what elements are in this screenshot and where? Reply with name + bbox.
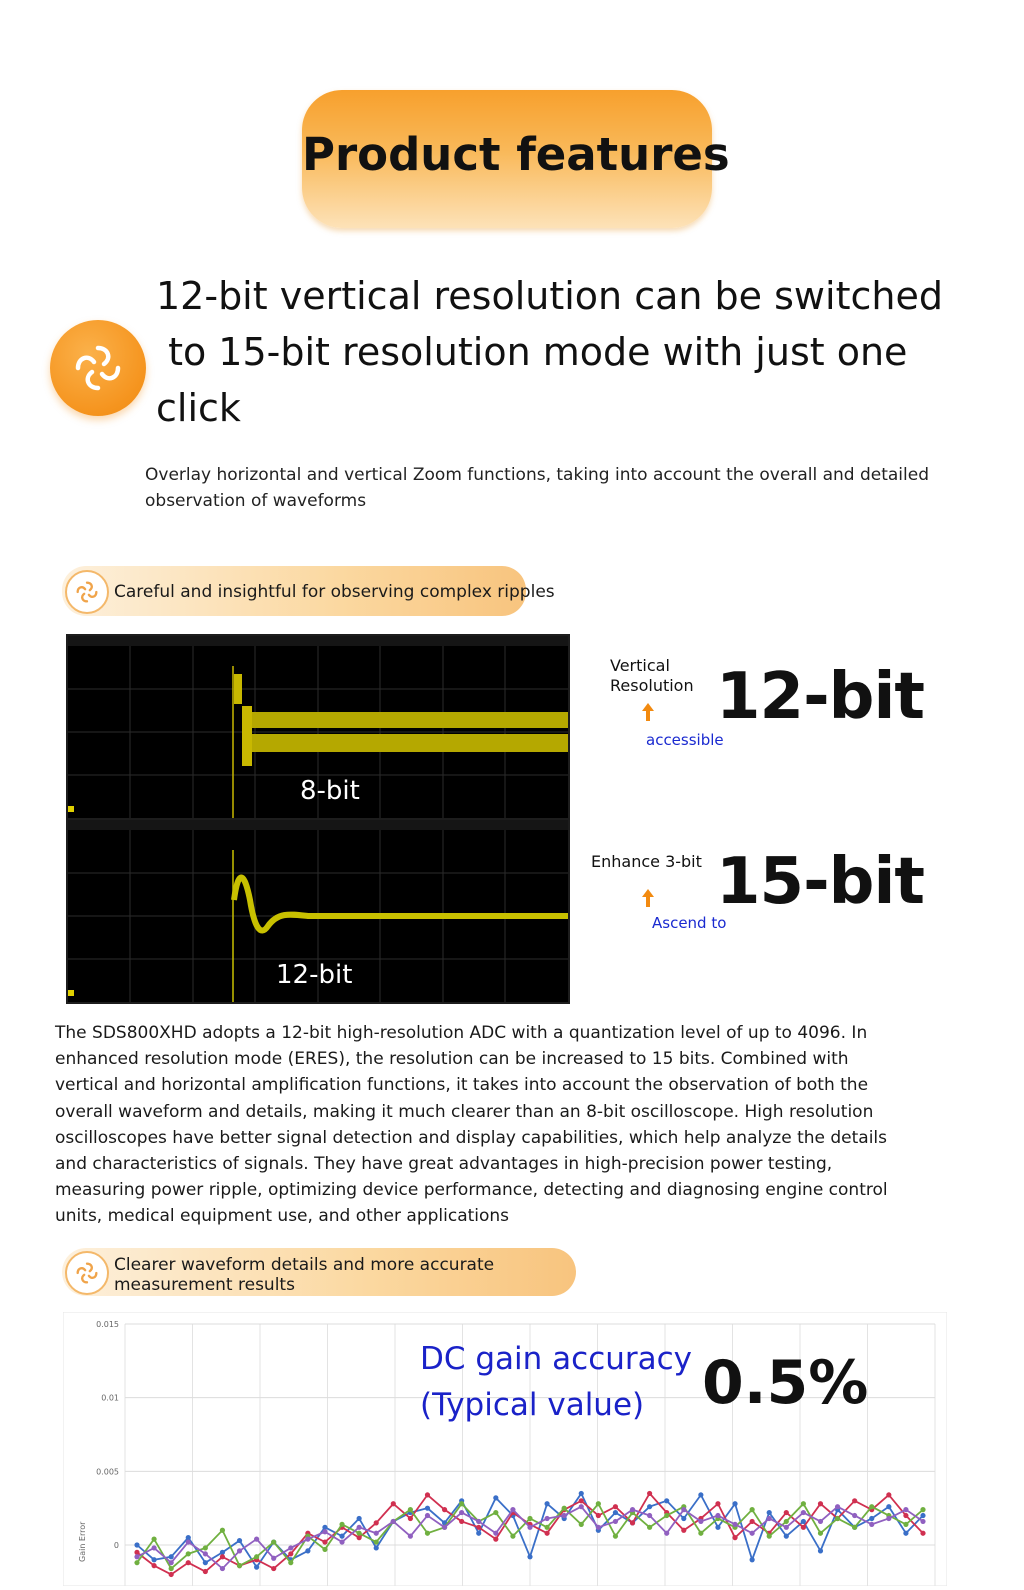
heading-line-1: 12-bit vertical resolution can be switched <box>156 274 943 318</box>
series-point-1 <box>886 1504 891 1509</box>
series-point-1 <box>664 1498 669 1503</box>
series-point-1 <box>425 1506 430 1511</box>
series-point-4 <box>391 1519 396 1524</box>
series-point-3 <box>220 1528 225 1533</box>
series-point-3 <box>374 1539 379 1544</box>
series-point-4 <box>357 1525 362 1530</box>
series-point-2 <box>596 1513 601 1518</box>
series-point-1 <box>750 1557 755 1562</box>
series-point-4 <box>630 1507 635 1512</box>
series-point-4 <box>271 1556 276 1561</box>
heading-line-2: to 15-bit resolution mode with just one <box>156 330 908 374</box>
series-point-4 <box>613 1519 618 1524</box>
series-point-4 <box>186 1539 191 1544</box>
series-point-3 <box>562 1506 567 1511</box>
scope-status-bar <box>68 636 568 646</box>
series-point-1 <box>527 1554 532 1559</box>
series-point-3 <box>254 1554 259 1559</box>
series-point-4 <box>579 1504 584 1509</box>
series-point-1 <box>254 1565 259 1570</box>
series-point-1 <box>818 1548 823 1553</box>
series-point-1 <box>613 1510 618 1515</box>
series-point-1 <box>357 1516 362 1521</box>
series-point-3 <box>767 1534 772 1539</box>
series-point-2 <box>271 1566 276 1571</box>
series-point-1 <box>681 1516 686 1521</box>
series-point-2 <box>852 1498 857 1503</box>
series-point-1 <box>305 1548 310 1553</box>
series-point-2 <box>630 1520 635 1525</box>
scope-label-8bit: 8-bit <box>300 776 360 806</box>
series-point-2 <box>750 1519 755 1524</box>
series-point-3 <box>510 1534 515 1539</box>
series-point-3 <box>322 1547 327 1552</box>
series-point-3 <box>835 1516 840 1521</box>
series-point-1 <box>476 1531 481 1536</box>
series-point-1 <box>579 1491 584 1496</box>
series-point-3 <box>664 1513 669 1518</box>
pinwheel-icon <box>50 320 146 416</box>
series-point-4 <box>767 1516 772 1521</box>
pinwheel-icon <box>65 1251 109 1295</box>
series-point-3 <box>203 1545 208 1550</box>
series-point-3 <box>903 1522 908 1527</box>
series-point-3 <box>357 1531 362 1536</box>
series-point-4 <box>305 1537 310 1542</box>
series-point-4 <box>459 1510 464 1515</box>
series-point-3 <box>186 1551 191 1556</box>
series-point-3 <box>818 1531 823 1536</box>
resolution-15bit: 15-bit <box>716 845 924 919</box>
series-point-2 <box>681 1528 686 1533</box>
series-point-3 <box>784 1519 789 1524</box>
annotation-vertical-label <box>610 656 694 696</box>
series-point-4 <box>237 1548 242 1553</box>
series-point-4 <box>374 1531 379 1536</box>
annotation-line-resolution: Resolution <box>610 676 694 695</box>
series-point-2 <box>374 1520 379 1525</box>
series-point-2 <box>818 1501 823 1506</box>
series-point-2 <box>151 1563 156 1568</box>
series-point-4 <box>544 1516 549 1521</box>
y-tick-label: 0.005 <box>96 1467 119 1477</box>
resolution-12bit: 12-bit <box>716 660 924 734</box>
feature-heading <box>156 268 986 436</box>
series-point-1 <box>339 1534 344 1539</box>
dc-gain-title <box>420 1336 710 1428</box>
dc-title-line-1: DC gain accuracy <box>420 1341 693 1377</box>
series-point-2 <box>732 1535 737 1540</box>
series-point-3 <box>271 1539 276 1544</box>
series-point-3 <box>459 1501 464 1506</box>
series-point-1 <box>237 1538 242 1543</box>
series-point-4 <box>750 1531 755 1536</box>
y-tick-label: 0.01 <box>101 1393 119 1403</box>
series-point-2 <box>613 1504 618 1509</box>
series-point-2 <box>357 1535 362 1540</box>
series-point-3 <box>169 1566 174 1571</box>
series-point-1 <box>698 1492 703 1497</box>
series-point-2 <box>391 1501 396 1506</box>
series-point-2 <box>425 1492 430 1497</box>
series-point-2 <box>459 1519 464 1524</box>
scope-label-12bit: 12-bit <box>276 960 353 990</box>
series-point-2 <box>903 1513 908 1518</box>
dc-title-line-2: (Typical value) <box>420 1387 645 1423</box>
arrow-up-icon <box>642 703 654 721</box>
series-point-4 <box>151 1545 156 1550</box>
series-point-4 <box>442 1525 447 1530</box>
series-point-3 <box>613 1534 618 1539</box>
series-point-1 <box>715 1525 720 1530</box>
series-point-4 <box>784 1525 789 1530</box>
series-point-4 <box>425 1513 430 1518</box>
series-point-2 <box>715 1501 720 1506</box>
series-point-4 <box>493 1531 498 1536</box>
page-title: Product features <box>302 128 730 181</box>
series-point-1 <box>186 1535 191 1540</box>
series-point-3 <box>647 1525 652 1530</box>
series-point-2 <box>920 1531 925 1536</box>
series-point-4 <box>869 1522 874 1527</box>
tag-line-1: Clearer waveform details and more accurate <box>114 1255 495 1275</box>
series-point-3 <box>920 1507 925 1512</box>
series-point-4 <box>886 1516 891 1521</box>
series-point-1 <box>767 1510 772 1515</box>
series-point-2 <box>203 1569 208 1574</box>
series-point-4 <box>920 1519 925 1524</box>
series-point-2 <box>408 1516 413 1521</box>
annotation-enhance-label: Enhance 3-bit <box>591 852 702 871</box>
series-point-3 <box>750 1507 755 1512</box>
series-point-4 <box>254 1537 259 1542</box>
series-point-1 <box>151 1557 156 1562</box>
series-point-4 <box>476 1519 481 1524</box>
series-point-1 <box>493 1495 498 1500</box>
series-point-4 <box>203 1551 208 1556</box>
arrow-up-icon <box>642 889 654 907</box>
series-point-3 <box>527 1516 532 1521</box>
series-point-3 <box>408 1507 413 1512</box>
series-point-2 <box>886 1492 891 1497</box>
series-point-3 <box>237 1563 242 1568</box>
series-point-2 <box>801 1525 806 1530</box>
series-point-4 <box>903 1507 908 1512</box>
series-point-2 <box>169 1572 174 1577</box>
series-point-4 <box>134 1554 139 1559</box>
heading-line-3: click <box>156 386 241 430</box>
series-point-2 <box>784 1510 789 1515</box>
series-point-4 <box>818 1519 823 1524</box>
series-point-2 <box>186 1560 191 1565</box>
series-point-1 <box>544 1501 549 1506</box>
series-point-1 <box>220 1550 225 1555</box>
series-point-1 <box>169 1554 174 1559</box>
series-point-2 <box>476 1525 481 1530</box>
series-point-4 <box>681 1507 686 1512</box>
series-point-4 <box>562 1513 567 1518</box>
series-point-4 <box>715 1513 720 1518</box>
pinwheel-icon <box>65 570 109 614</box>
scope-status-bar <box>68 820 568 830</box>
series-point-4 <box>852 1513 857 1518</box>
series-point-1 <box>134 1542 139 1547</box>
series-point-2 <box>322 1539 327 1544</box>
series-point-3 <box>801 1501 806 1506</box>
y-tick-label: 0 <box>113 1541 119 1550</box>
series-point-4 <box>339 1539 344 1544</box>
series-point-1 <box>784 1534 789 1539</box>
series-point-4 <box>288 1545 293 1550</box>
series-point-3 <box>596 1501 601 1506</box>
dc-gain-value: 0.5% <box>702 1348 869 1418</box>
series-point-2 <box>647 1491 652 1496</box>
series-point-1 <box>801 1519 806 1524</box>
series-point-3 <box>493 1510 498 1515</box>
series-point-1 <box>732 1501 737 1506</box>
series-point-4 <box>801 1510 806 1515</box>
series-point-2 <box>544 1531 549 1536</box>
series-point-3 <box>698 1531 703 1536</box>
series-point-4 <box>322 1529 327 1534</box>
series-point-4 <box>408 1534 413 1539</box>
series-point-2 <box>288 1551 293 1556</box>
section-tag-label <box>114 1255 574 1295</box>
section-tag-label: Careful and insightful for observing complex ripples <box>114 582 555 602</box>
series-point-2 <box>442 1507 447 1512</box>
series-point-1 <box>647 1504 652 1509</box>
series-point-4 <box>647 1513 652 1518</box>
series-point-3 <box>852 1525 857 1530</box>
annotation-accessible: accessible <box>646 731 724 749</box>
series-point-4 <box>732 1522 737 1527</box>
series-point-3 <box>288 1560 293 1565</box>
series-point-4 <box>527 1525 532 1530</box>
series-point-1 <box>920 1513 925 1518</box>
series-point-3 <box>151 1537 156 1542</box>
series-point-4 <box>698 1519 703 1524</box>
series-point-2 <box>493 1537 498 1542</box>
series-point-4 <box>664 1531 669 1536</box>
series-point-4 <box>596 1525 601 1530</box>
tag-line-2: measurement results <box>114 1275 295 1295</box>
series-point-1 <box>203 1560 208 1565</box>
series-point-3 <box>339 1522 344 1527</box>
series-point-1 <box>869 1516 874 1521</box>
series-point-2 <box>579 1498 584 1503</box>
y-tick-label: 0.015 <box>96 1320 119 1329</box>
series-point-4 <box>220 1566 225 1571</box>
series-point-3 <box>134 1560 139 1565</box>
series-point-1 <box>374 1545 379 1550</box>
feature-subtitle: Overlay horizontal and vertical Zoom functions, taking into account the overall and detailed observation of waveforms <box>145 465 930 511</box>
series-point-3 <box>869 1504 874 1509</box>
series-point-2 <box>220 1554 225 1559</box>
series-point-4 <box>169 1560 174 1565</box>
description-paragraph: The SDS800XHD adopts a 12-bit high-resolution ADC with a quantization level of up to 4096. In enhanced resolution mode (ERES), the resolution can be increased to 15 bits. Combined with vertical and horizontal amplification functions, it takes into account the observation of both the overall waveform and details, making it much clearer than an 8-bit oscilloscope. High resolution oscilloscopes have better signal detection and display capabilities, which help analyze the details and characteristics of signals. They have great advantages in high-precision power testing, measuring power ripple, optimizing device performance, detecting and diagnosing engine control units, medical equipment use, and other applications <box>55 1023 888 1227</box>
y-axis-label: Gain Error <box>78 1521 87 1562</box>
series-point-2 <box>134 1550 139 1555</box>
series-point-4 <box>835 1504 840 1509</box>
annotation-line-vertical: Vertical <box>610 656 670 675</box>
series-point-3 <box>425 1531 430 1536</box>
series-point-1 <box>903 1531 908 1536</box>
series-point-4 <box>510 1507 515 1512</box>
series-point-3 <box>544 1525 549 1530</box>
annotation-ascend-to: Ascend to <box>652 914 727 932</box>
series-point-3 <box>579 1522 584 1527</box>
